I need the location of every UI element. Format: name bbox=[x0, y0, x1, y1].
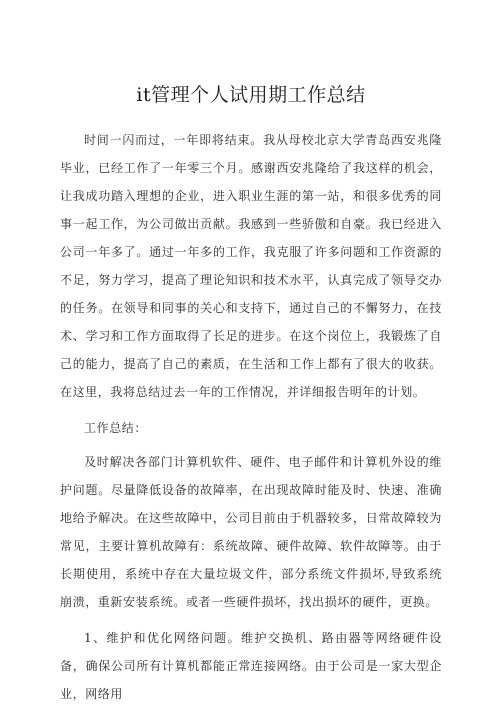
document-title: it管理个人试用期工作总结 bbox=[136, 84, 366, 106]
section-heading-work-summary: 工作总结： bbox=[84, 421, 148, 435]
document-page bbox=[60, 82, 442, 716]
network-paragraph: 1、维护和优化网络问题。维护交换机、路由器等网络硬件设备，确保公司所有计算机都能正常连接网络。由于公司是一家大型企业，网络用 bbox=[60, 631, 442, 701]
intro-paragraph: 时间一闪而过，一年即将结束。我从母校北京大学青岛西安兆隆毕业，已经工作了一年零三个月。感谢西安兆隆给了我这样的机会，让我成功踏入理想的企业，进入职业生涯的第一站，和很多优秀的同事一起工作，为公司做出贡献。我感到一些骄傲和自豪。我已经进入公司一年多了。通过一年多的工作，我克服了许多问题和工作资源的不足，努力学习，提高了理论知识和技术水平，认真完成了领导交办的任务。在领导和同事的关心和支持下，通过自己的不懈努力，在技术、学习和工作方面取得了长足的进步。在这个岗位上，我锻炼了自己的能力，提高了自己的素质，在生活和工作上都有了很大的收获。在这里，我将总结过去一年的工作情况，并详细报告明年的计划。 bbox=[60, 133, 442, 399]
maintenance-paragraph: 及时解决各部门计算机软件、硬件、电子邮件和计算机外设的维护问题。尽量降低设备的故障率，在出现故障时能及时、快速、准确地给予解决。在这些故障中，公司目前由于机器较多，日常故障较为常见，主要计算机故障有：系统故障、硬件故障、软件故障等。由于长期使用，系统中存在大量垃圾文件，部分系统文件损坏,导致系统崩溃，重新安装系统。或者一些硬件损坏，找出损坏的硬件，更换。 bbox=[60, 455, 442, 609]
